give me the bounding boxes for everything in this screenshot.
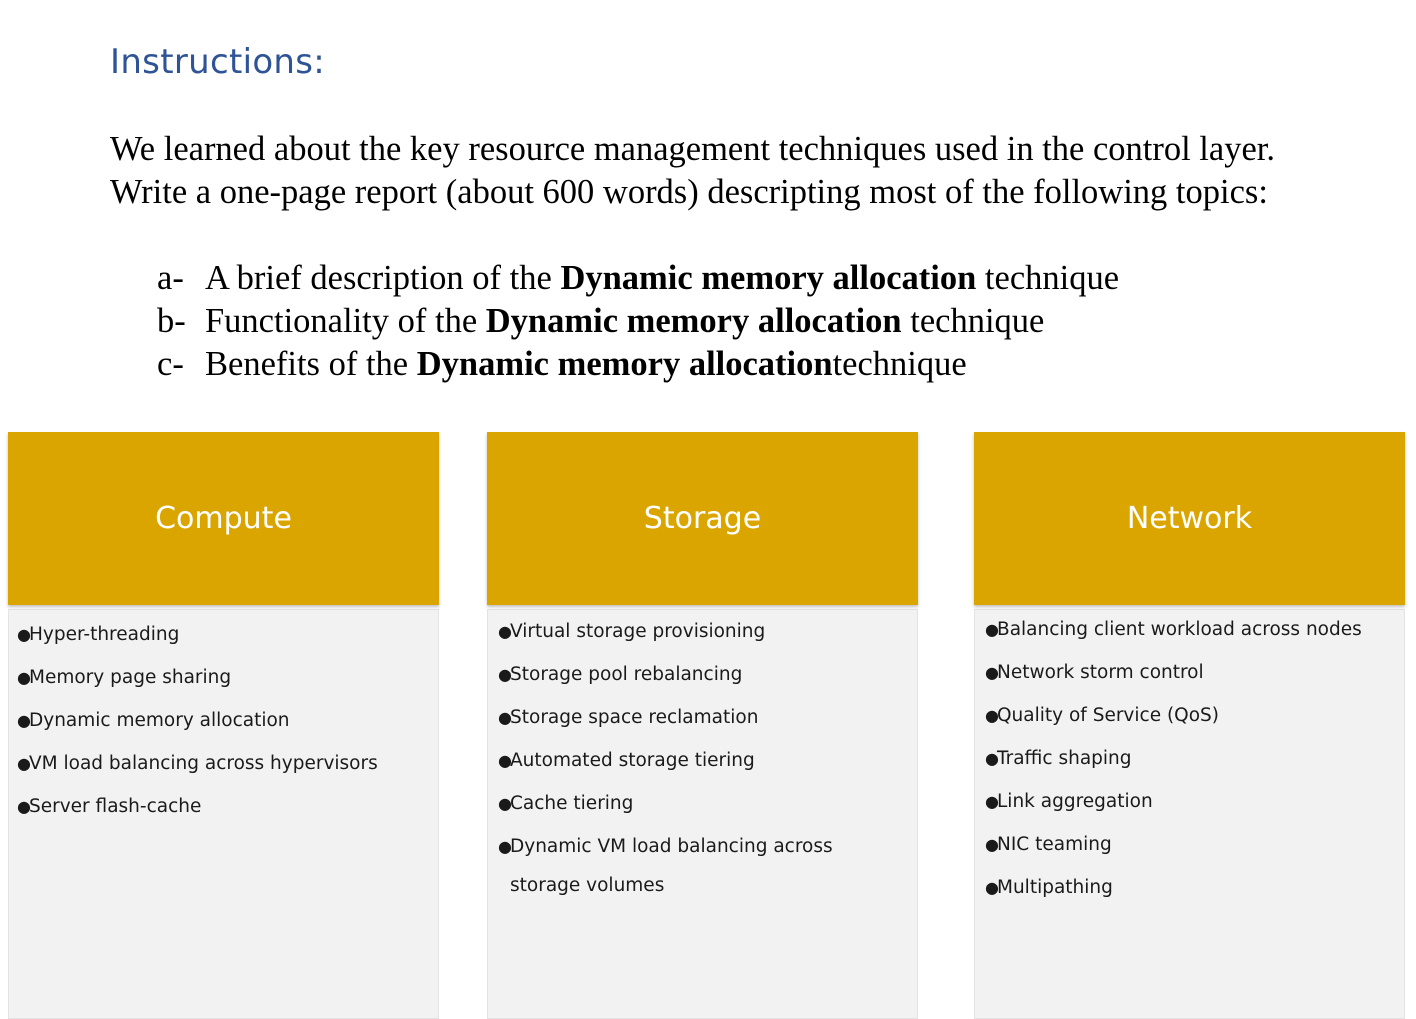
bullet-icon: ● (985, 706, 999, 725)
list-item (985, 696, 1404, 735)
list-item (985, 739, 1404, 778)
bullet-icon: ● (985, 620, 999, 639)
topic-text-after: technique (976, 259, 1120, 297)
bullet-icon: ● (498, 837, 512, 856)
list-item-text: Dynamic memory allocation (29, 710, 290, 731)
topic-text-bold: Dynamic memory allocation (560, 259, 977, 297)
compute-body (8, 609, 439, 1019)
topic-text (205, 300, 1044, 343)
topic-text-bold: Dynamic memory allocation (485, 302, 902, 340)
bullet-icon: ● (17, 754, 31, 773)
topic-item-b (157, 300, 1119, 343)
bullet-icon: ● (985, 792, 999, 811)
list-item (498, 655, 887, 694)
network-body (974, 609, 1405, 1019)
compute-title: Compute (155, 501, 292, 536)
list-item-text: Storage space reclamation (510, 707, 759, 728)
compute-list (9, 610, 438, 826)
topic-list (157, 257, 1119, 386)
topic-text-after: technique (832, 345, 967, 383)
list-item (498, 827, 887, 905)
network-column (974, 432, 1405, 1008)
list-item (17, 787, 438, 826)
network-title: Network (1126, 501, 1253, 536)
bullet-icon: ● (17, 711, 31, 730)
bullet-icon: ● (498, 794, 512, 813)
topic-text (205, 343, 967, 386)
storage-header (487, 432, 918, 605)
storage-list (488, 610, 917, 905)
topic-text-before: A brief description of the (205, 259, 561, 297)
bullet-icon: ● (985, 663, 999, 682)
list-item (985, 610, 1404, 649)
list-item (17, 701, 438, 740)
list-item-text: Hyper-threading (29, 624, 180, 645)
list-item-text: Server flash-cache (29, 796, 202, 817)
list-item-text: Quality of Service (QoS) (997, 705, 1220, 726)
storage-body (487, 609, 918, 1019)
topic-marker: b- (157, 302, 186, 340)
instructions-heading: Instructions: (110, 42, 326, 82)
list-item (498, 741, 887, 780)
topic-marker: c- (157, 345, 184, 383)
bullet-icon: ● (985, 749, 999, 768)
storage-title: Storage (643, 501, 762, 536)
list-item (985, 868, 1404, 907)
list-item-text: Virtual storage provisioning (510, 621, 766, 642)
list-item (985, 782, 1404, 821)
bullet-icon: ● (498, 751, 512, 770)
list-item (498, 612, 887, 651)
list-item-text: Storage pool rebalancing (510, 664, 743, 685)
compute-header (8, 432, 439, 605)
topic-text-before: Functionality of the (205, 302, 486, 340)
list-item-text: Dynamic VM load balancing across storage volumes (510, 836, 833, 896)
list-item-text: Cache tiering (510, 793, 634, 814)
list-item-text: Traffic shaping (997, 748, 1132, 769)
list-item (985, 825, 1404, 864)
bullet-icon: ● (498, 665, 512, 684)
network-list (975, 610, 1404, 907)
topic-item-a (157, 257, 1119, 300)
list-item-text: Network storm control (997, 662, 1204, 683)
list-item (498, 698, 887, 737)
list-item (985, 653, 1404, 692)
bullet-icon: ● (17, 625, 31, 644)
compute-column (8, 432, 439, 1008)
topic-text-bold: Dynamic memory allocation (416, 345, 833, 383)
topic-marker: a- (157, 259, 184, 297)
bullet-icon: ● (985, 835, 999, 854)
storage-column (487, 432, 918, 1008)
list-item (17, 615, 438, 654)
list-item (498, 784, 887, 823)
topic-text (205, 257, 1119, 300)
list-item-text: Multipathing (997, 877, 1113, 898)
list-item-text: Automated storage tiering (510, 750, 755, 771)
list-item-text: Memory page sharing (29, 667, 232, 688)
bullet-icon: ● (17, 668, 31, 687)
bullet-icon: ● (498, 622, 512, 641)
topic-text-before: Benefits of the (205, 345, 417, 383)
list-item-text: VM load balancing across hypervisors (29, 753, 378, 774)
instructions-paragraph: We learned about the key resource management techniques used in the control layer. Write a one-page report (about 600 words) descripting most of the following topics: (110, 130, 1275, 211)
network-header (974, 432, 1405, 605)
list-item (17, 744, 438, 783)
list-item (17, 658, 438, 697)
topic-text-after: technique (901, 302, 1045, 340)
bullet-icon: ● (17, 797, 31, 816)
bullet-icon: ● (985, 878, 999, 897)
topic-item-c (157, 343, 1119, 386)
list-item-text: Balancing client workload across nodes (997, 619, 1362, 640)
list-item-text: NIC teaming (997, 834, 1112, 855)
bullet-icon: ● (498, 708, 512, 727)
list-item-text: Link aggregation (997, 791, 1153, 812)
